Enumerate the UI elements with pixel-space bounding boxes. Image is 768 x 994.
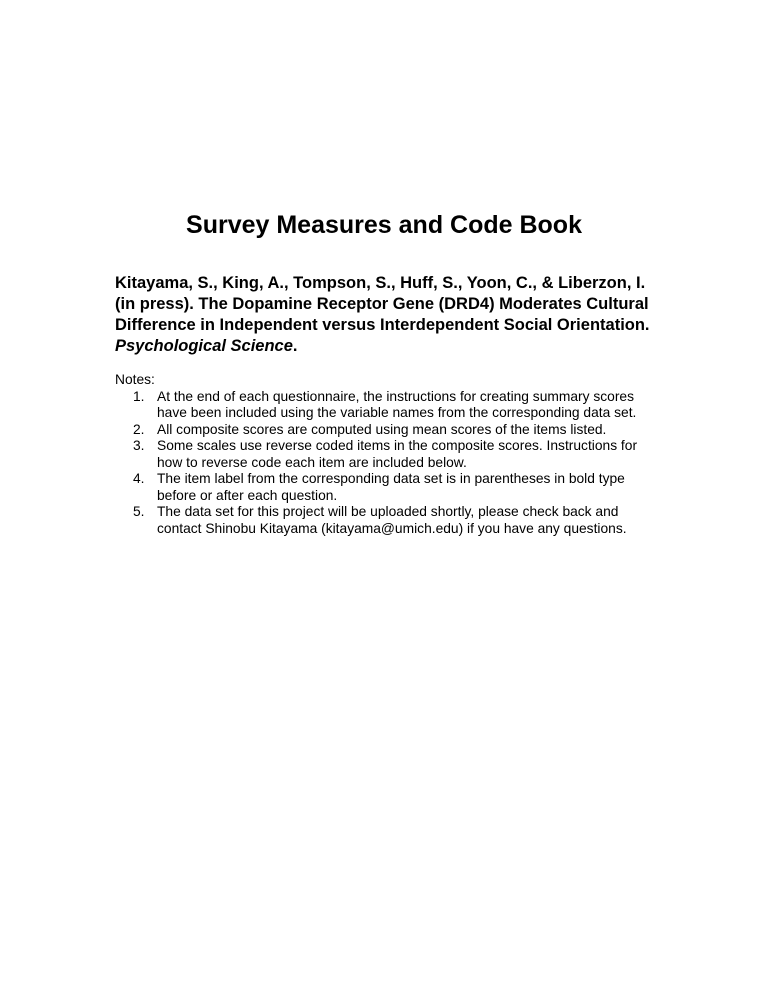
notes-heading: Notes: (115, 372, 155, 387)
note-item (115, 389, 660, 422)
note-text: The data set for this project will be uploaded shortly, please check back and contact Shinobu Kitayama (kitayama@umich.edu) if you have any questions. (157, 504, 627, 536)
citation (115, 273, 660, 357)
note-text: All composite scores are computed using mean scores of the items listed. (157, 421, 607, 437)
note-text: Some scales use reverse coded items in the composite scores. Instructions for how to reverse code each item are included below. (157, 438, 638, 470)
notes-section (115, 372, 660, 537)
note-item (115, 504, 660, 537)
notes-list (115, 389, 660, 538)
note-item (115, 471, 660, 504)
document-title: Survey Measures and Code Book (186, 211, 582, 239)
citation-journal: Psychological Science (115, 337, 293, 355)
note-text: At the end of each questionnaire, the instructions for creating summary scores have been included using the variable names from the corresponding data set. (157, 388, 637, 420)
citation-end: . (292, 337, 298, 355)
note-number: 1. (133, 388, 145, 404)
note-number: 4. (133, 471, 145, 486)
note-item (115, 422, 660, 439)
note-text: The item label from the corresponding data set is in parentheses in bold type before or after each question. (157, 471, 625, 503)
note-number: 5. (133, 504, 145, 519)
note-number: 2. (133, 421, 145, 437)
citation-text: Kitayama, S., King, A., Tompson, S., Huff, S., Yoon, C., & Liberzon, I. (in press). The Dopamine Receptor Gene (DRD4) Moderates Cultural Difference in Independent versus Interdependent Social Orientation. (115, 274, 650, 334)
note-number: 3. (133, 438, 145, 453)
note-item (115, 438, 660, 471)
